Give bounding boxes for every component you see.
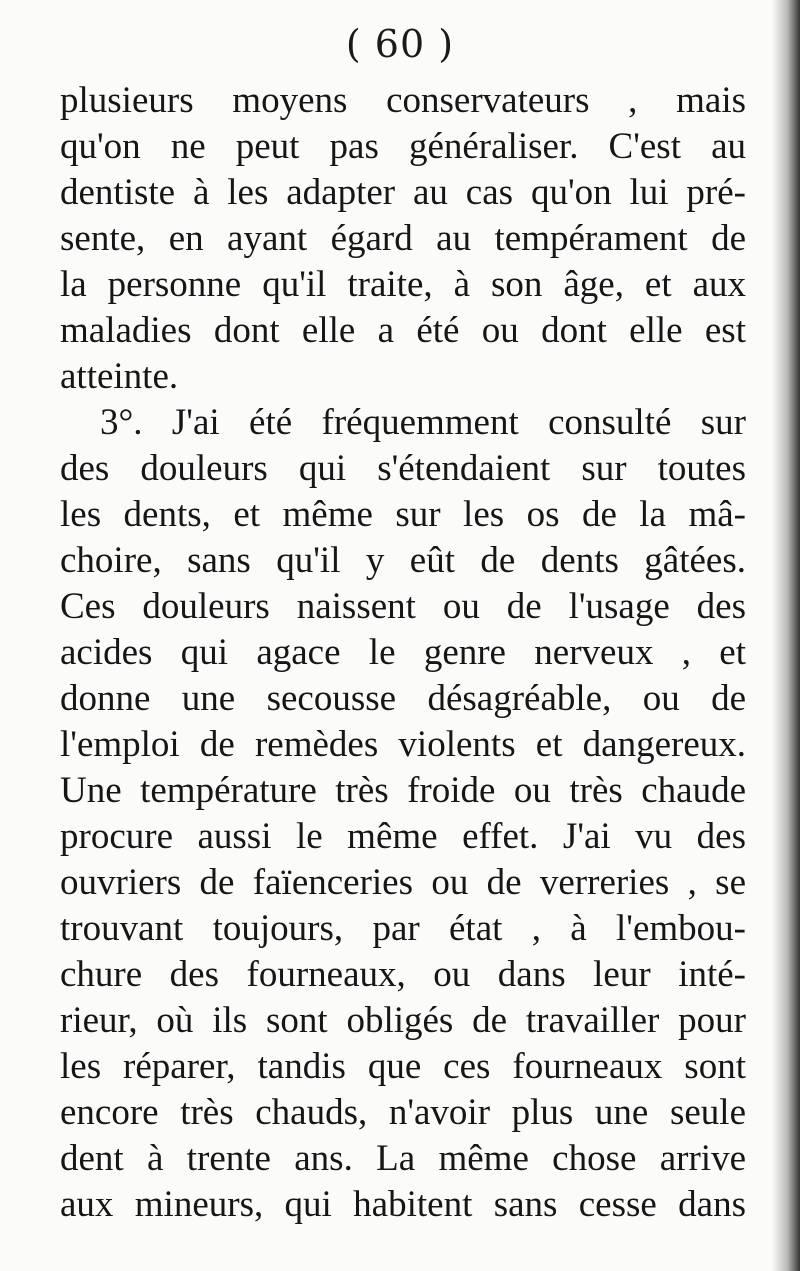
text-line: atteinte. [60,356,179,397]
paragraph-start-line: 3°. J'ai été fréquemment consulté sur [100,402,746,443]
text-line: qu'on ne peut pas généraliser. C'est au [60,126,746,167]
text-line: dent à trente ans. La même chose arrive [60,1138,746,1179]
text-line: des douleurs qui s'étendaient sur toutes [60,448,746,489]
text-line: choire, sans qu'il y eût de dents gâtées. [60,540,746,581]
text-line: Ces douleurs naissent ou de l'usage des [60,586,746,627]
text-line: la personne qu'il traite, à son âge, et aux [60,264,746,305]
text-line: plusieurs moyens conservateurs , mais [60,80,746,121]
text-line: maladies dont elle a été ou dont elle est [60,310,746,351]
text-line: encore très chauds, n'avoir plus une seule [60,1092,746,1133]
text-line: les réparer, tandis que ces fourneaux sont [60,1046,746,1087]
text-line: les dents, et même sur les os de la mâ- [60,494,746,535]
text-line: dentiste à les adapter au cas qu'on lui pré- [60,172,746,213]
page-edge-shadow [772,0,800,1271]
text-line: procure aussi le même effet. J'ai vu des [60,816,746,857]
text-line: ouvriers de faïenceries ou de verreries , se [60,862,746,903]
text-line: sente, en ayant égard au tempérament de [60,218,746,259]
text-line: acides qui agace le genre nerveux , et [60,632,746,673]
text-line: chure des fourneaux, ou dans leur inté- [60,954,746,995]
text-line: donne une secousse désagréable, ou de [60,678,746,719]
page-number: ( 60 ) [345,22,455,66]
text-line: rieur, où ils sont obligés de travailler pour [60,1000,746,1041]
text-line: Une température très froide ou très chaude [60,770,746,811]
text-line: trouvant toujours, par état , à l'embou- [60,908,746,949]
body-text [60,78,746,1228]
text-line: l'emploi de remèdes violents et dangereux. [60,724,746,765]
text-line: aux mineurs, qui habitent sans cesse dans [60,1184,746,1225]
